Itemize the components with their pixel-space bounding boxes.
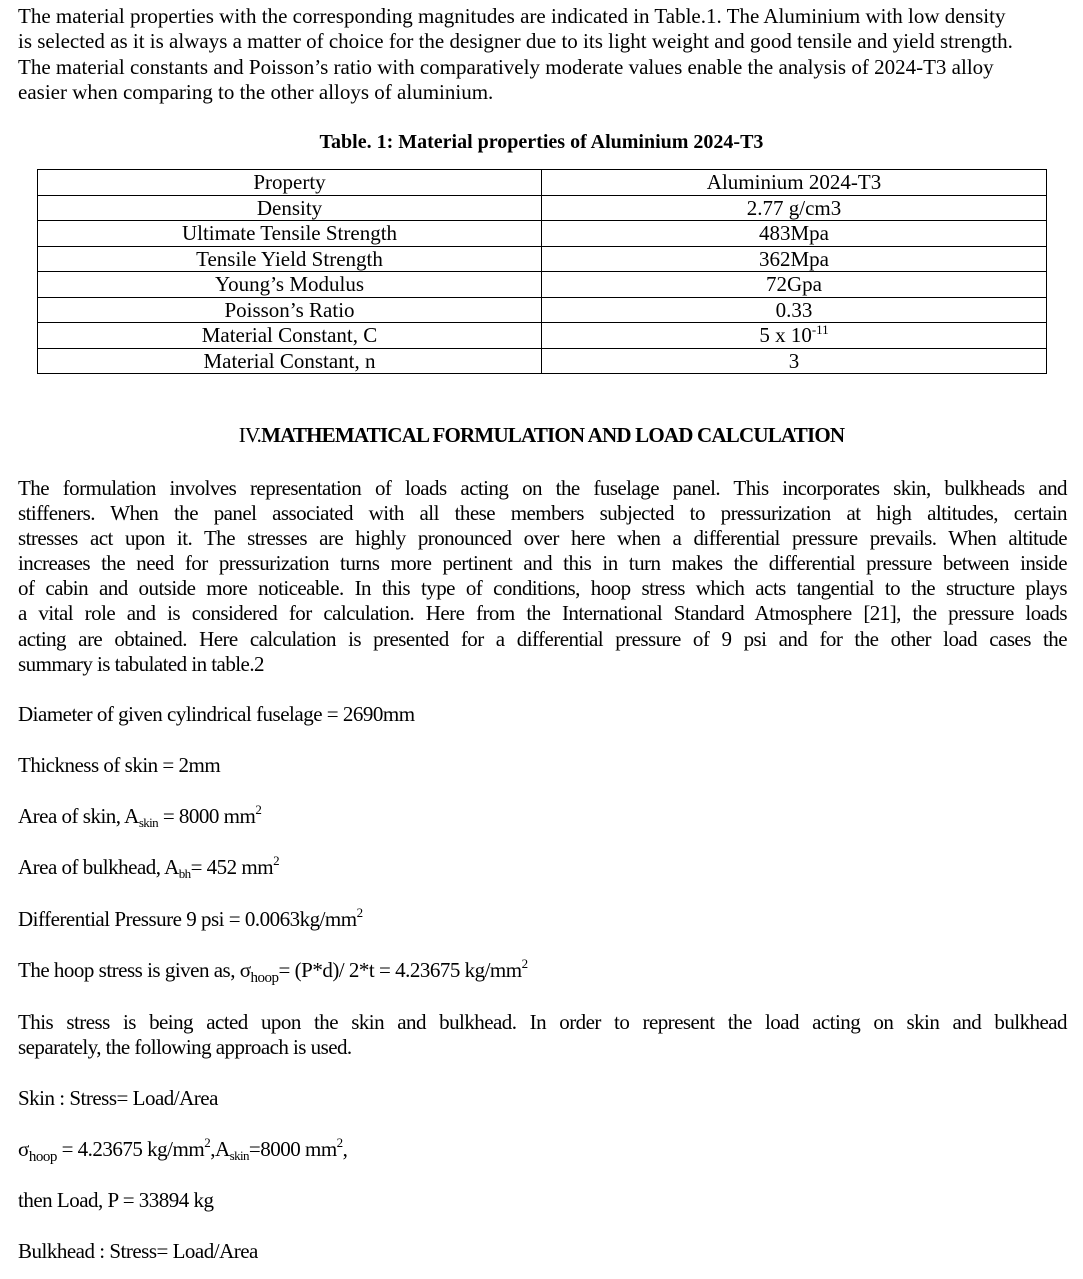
value-text: 0.33: [775, 297, 813, 322]
intro-line: The material constants and Poisson’s ratio with comparatively moderate values enable the analysis of 2024-T3 alloy: [18, 54, 994, 79]
eq-subscript: skin: [138, 815, 159, 830]
value-text: 2.77 g/cm3: [746, 195, 842, 220]
eq-text: = 8000 mm: [158, 804, 256, 828]
property-cell: Ultimate Tensile Strength: [38, 221, 542, 247]
bulkhead-formula: Bulkhead : Stress= Load/Area: [18, 1239, 258, 1263]
eq-text: = 452 mm: [190, 855, 274, 879]
eq-text: Area of skin, A: [18, 804, 139, 828]
material-properties-table: [37, 169, 1047, 374]
eq-text: ,A: [210, 1137, 230, 1161]
section-heading: [0, 423, 1083, 448]
formulation-paragraph: [18, 476, 1067, 677]
value-text: 72Gpa: [766, 272, 822, 297]
paragraph-line: of cabin and outside more noticeable. In this type of conditions, hoop stress which acts tangential to the structure plays: [18, 576, 1067, 601]
paragraph-line: increases the need for pressurization turns more pertinent and this in turn makes the differential pressure between inside: [18, 551, 1067, 576]
header-material: Aluminium 2024-T3: [542, 170, 1047, 196]
property-cell: Material Constant, C: [38, 323, 542, 349]
paragraph-line: a vital role and is considered for calculation. Here from the International Standard Atmosphere [21], the pressure loads: [18, 601, 1067, 626]
eq-subscript: hoop: [28, 1149, 57, 1165]
value-cell: [542, 272, 1047, 298]
eq-text: The hoop stress is given as, σ: [18, 958, 251, 982]
eq-text: ,: [342, 1137, 348, 1161]
value-text: 3: [788, 348, 800, 373]
eq-text: = 4.23675 kg/mm: [56, 1137, 205, 1161]
header-property: Property: [38, 170, 542, 196]
paragraph-line: acting are obtained. Here calculation is presented for a differential pressure of 9 psi and for the other load cases the: [18, 626, 1067, 651]
skin-values-equation: [18, 1135, 348, 1165]
eq-text: Differential Pressure 9 psi = 0.0063kg/mm: [18, 907, 357, 931]
value-text: 483Mpa: [759, 221, 829, 246]
paragraph-line: stiffeners. When the panel associated with all these members subjected to pressurization at high altitudes, certain: [18, 501, 1067, 526]
value-cell: [542, 246, 1047, 272]
property-cell: Young’s Modulus: [38, 272, 542, 298]
paragraph-line: summary is tabulated in table.2: [18, 651, 264, 676]
eq-text: Area of bulkhead, A: [18, 855, 179, 879]
eq-superscript: 2: [255, 802, 262, 817]
value-exponent: -11: [811, 322, 829, 338]
eq-superscript: 2: [356, 905, 363, 920]
property-cell: Poisson’s Ratio: [38, 297, 542, 323]
table-caption: Table. 1: Material properties of Aluminium 2024-T3: [319, 131, 764, 153]
eq-subscript: skin: [229, 1148, 249, 1163]
table-row: [38, 195, 1047, 221]
eq-superscript: 2: [336, 1135, 343, 1150]
paragraph-line: separately, the following approach is used.: [18, 1035, 352, 1060]
intro-line: easier when comparing to the other alloys of aluminium.: [18, 79, 494, 104]
eq-superscript: 2: [273, 853, 280, 868]
eq-superscript: 2: [521, 956, 528, 971]
section-title: MATHEMATICAL FORMULATION AND LOAD CALCULATION: [261, 423, 845, 447]
property-cell: Material Constant, n: [38, 348, 542, 374]
intro-paragraph: [18, 4, 1078, 105]
eq-subscript: hoop: [250, 970, 279, 986]
table-header-row: [38, 170, 1047, 196]
eq-text: = (P*d)/ 2*t = 4.23675 kg/mm: [278, 958, 522, 982]
eq-subscript: bh: [178, 866, 191, 881]
value-cell: [542, 297, 1047, 323]
property-cell: Density: [38, 195, 542, 221]
intro-line: is selected as it is always a matter of choice for the designer due to its light weight and good tensile and yield strength.: [18, 29, 1013, 54]
skin-formula: Skin : Stress= Load/Area: [18, 1086, 218, 1110]
sigma-symbol: σ: [18, 1137, 29, 1161]
area-bulkhead-equation: [18, 855, 279, 880]
paragraph-line: stresses act upon it. The stresses are highly pronounced over here when a differential pressure prevails. When altitude: [18, 526, 1067, 551]
value-cell: [542, 323, 1047, 349]
hoop-stress-equation: [18, 956, 528, 986]
property-cell: Tensile Yield Strength: [38, 246, 542, 272]
table-row: [38, 246, 1047, 272]
area-skin-equation: [18, 804, 261, 829]
differential-pressure-equation: [18, 907, 363, 932]
table-row: [38, 297, 1047, 323]
load-result: then Load, P = 33894 kg: [18, 1188, 214, 1212]
thickness-equation: Thickness of skin = 2mm: [18, 753, 221, 777]
table-row: [38, 323, 1047, 349]
paragraph-line: The formulation involves representation of loads acting on the fuselage panel. This incorporates skin, bulkheads and: [18, 476, 1067, 500]
value-cell: [542, 348, 1047, 374]
eq-text: =8000 mm: [248, 1137, 337, 1161]
intro-line: The material properties with the corresponding magnitudes are indicated in Table.1. The Aluminium with low density: [18, 4, 1006, 28]
value-cell: [542, 221, 1047, 247]
table-row: [38, 348, 1047, 374]
eq-superscript: 2: [204, 1135, 211, 1150]
table-row: [38, 272, 1047, 298]
paragraph-line: This stress is being acted upon the skin and bulkhead. In order to represent the load acting on skin and bulkhead: [18, 1010, 1067, 1034]
section-number: IV.: [238, 423, 262, 447]
table-row: [38, 221, 1047, 247]
value-cell: [542, 195, 1047, 221]
value-text: 5 x 10: [759, 323, 812, 348]
diameter-equation: Diameter of given cylindrical fuselage = 2690mm: [18, 702, 415, 726]
value-text: 362Mpa: [759, 246, 829, 271]
stress-paragraph: [18, 1010, 1067, 1060]
